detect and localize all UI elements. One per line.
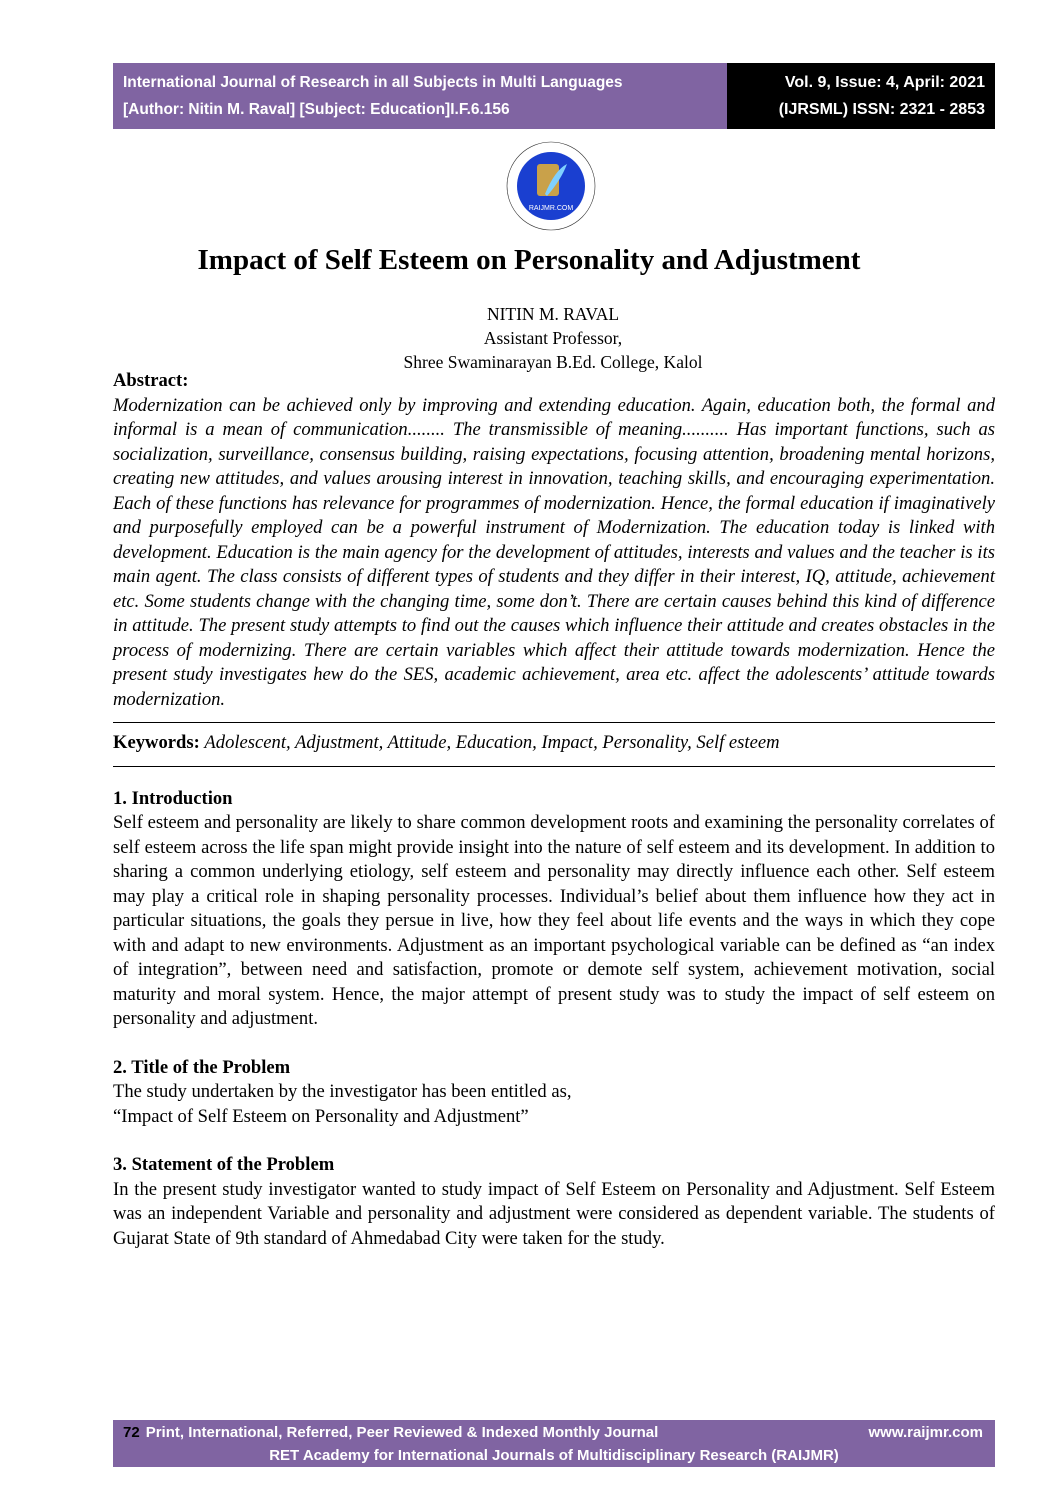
- header-left: [113, 63, 727, 129]
- logo-text: RAIJMR.COM: [528, 205, 574, 212]
- header-meta: [Author: Nitin M. Raval] [Subject: Education]I.F.6.156: [123, 101, 510, 118]
- divider: [113, 722, 995, 723]
- section-heading: 2. Title of the Problem: [113, 1056, 291, 1078]
- keywords-text: Adolescent, Adjustment, Attitude, Education, Impact, Personality, Self esteem: [204, 732, 780, 753]
- keywords: [113, 731, 995, 756]
- footer-url[interactable]: www.raijmr.com: [868, 1424, 983, 1441]
- section-heading: 3. Statement of the Problem: [113, 1154, 335, 1175]
- section-text: Self esteem and personality are likely to share common development roots and examining the personality correlates of self esteem across the life span might provide insight into the nature of self esteem and its development. In addition to sharing a common underlying etiology, self esteem and personality may directly influence each other. Self esteem may play a critical role in shaping personality processes. Individual’s belief about them influence how they act in particular situations, the goals they persue in live, how they feel about life events and the ways in which they cope with and adapt to new environments. Adjustment as an important psychological variable can be defined as “an index of integration”, between need and satisfaction, promote or demote self system, achievement motivation, social maturity and moral system. Hence, the major attempt of present study was to study the impact of self esteem on personality and adjustment.: [113, 812, 995, 1029]
- abstract-text: Modernization can be achieved only by improving and extending education. Again, education both, the formal and informal is a mean of communication........ The transmissible of meaning.......... Has important functions, such as socialization, surveillance, consensus building, raising expectations, focusing attention, broadening mental horizons, creating new attitudes, and values arousing interest in innovation, teaching skills, and encouraging experimentation. Each of these functions has relevance for programmes of modernization. Hence, the formal education if imaginatively and purposefully employed can be a powerful instrument of Modernization. The education today is linked with development. Education is the main agency for the development of attitudes, interests and values and the teacher is its main agent. The class consists of different types of students and they differ in their interest, IQ, attitude, achievement etc. Some students change with the changing time, some don’t. There are certain causes behind this kind of difference in attitude. The present study attempts to find out the causes which influence their attitude and creates obstacles in the process of modernizing. There are certain variables which affect their attitude towards modernization. Hence the present study investigates hew do the SES, academic achievement, area etc. affect the adolescents’ attitude towards modernization.: [113, 394, 995, 710]
- section-heading: 1. Introduction: [113, 787, 233, 809]
- page-footer: [113, 1420, 995, 1467]
- abstract-heading: Abstract:: [113, 370, 189, 391]
- journal-name: International Journal of Research in all Subjects in Multi Languages: [123, 74, 623, 91]
- page-number: 72: [123, 1424, 140, 1441]
- keywords-label: Keywords:: [113, 732, 200, 753]
- section-quote: “Impact of Self Esteem on Personality and Adjustment”: [113, 1105, 529, 1127]
- footer-line2: RET Academy for International Journals of Multidisciplinary Research (RAIJMR): [269, 1447, 839, 1464]
- author-block: [0, 302, 1058, 374]
- journal-logo: [495, 140, 607, 232]
- paper-title: Impact of Self Esteem on Personality and Adjustment: [197, 244, 861, 276]
- header-right: [727, 63, 995, 129]
- divider: [113, 766, 995, 767]
- author-position: Assistant Professor,: [483, 328, 623, 348]
- section-text: In the present study investigator wanted to study impact of Self Esteem on Personality and Adjustment. Self Esteem was an independent Variable and personality and adjustment were considered as dependent variable. The students of Gujarat State of 9th standard of Ahmedabad City were taken for the study.: [113, 1178, 995, 1249]
- volume-info: Vol. 9, Issue: 4, April: 2021: [784, 74, 985, 91]
- paper-body: [113, 369, 995, 1251]
- footer-line1: Print, International, Referred, Peer Reviewed & Indexed Monthly Journal: [145, 1424, 659, 1441]
- journal-header: [113, 63, 995, 129]
- section-text: The study undertaken by the investigator has been entitled as,: [113, 1081, 572, 1102]
- author-affiliation: Shree Swaminarayan B.Ed. College, Kalol: [403, 352, 703, 372]
- author-name: NITIN M. RAVAL: [486, 304, 620, 324]
- issn-info: (IJRSML) ISSN: 2321 - 2853: [778, 101, 985, 118]
